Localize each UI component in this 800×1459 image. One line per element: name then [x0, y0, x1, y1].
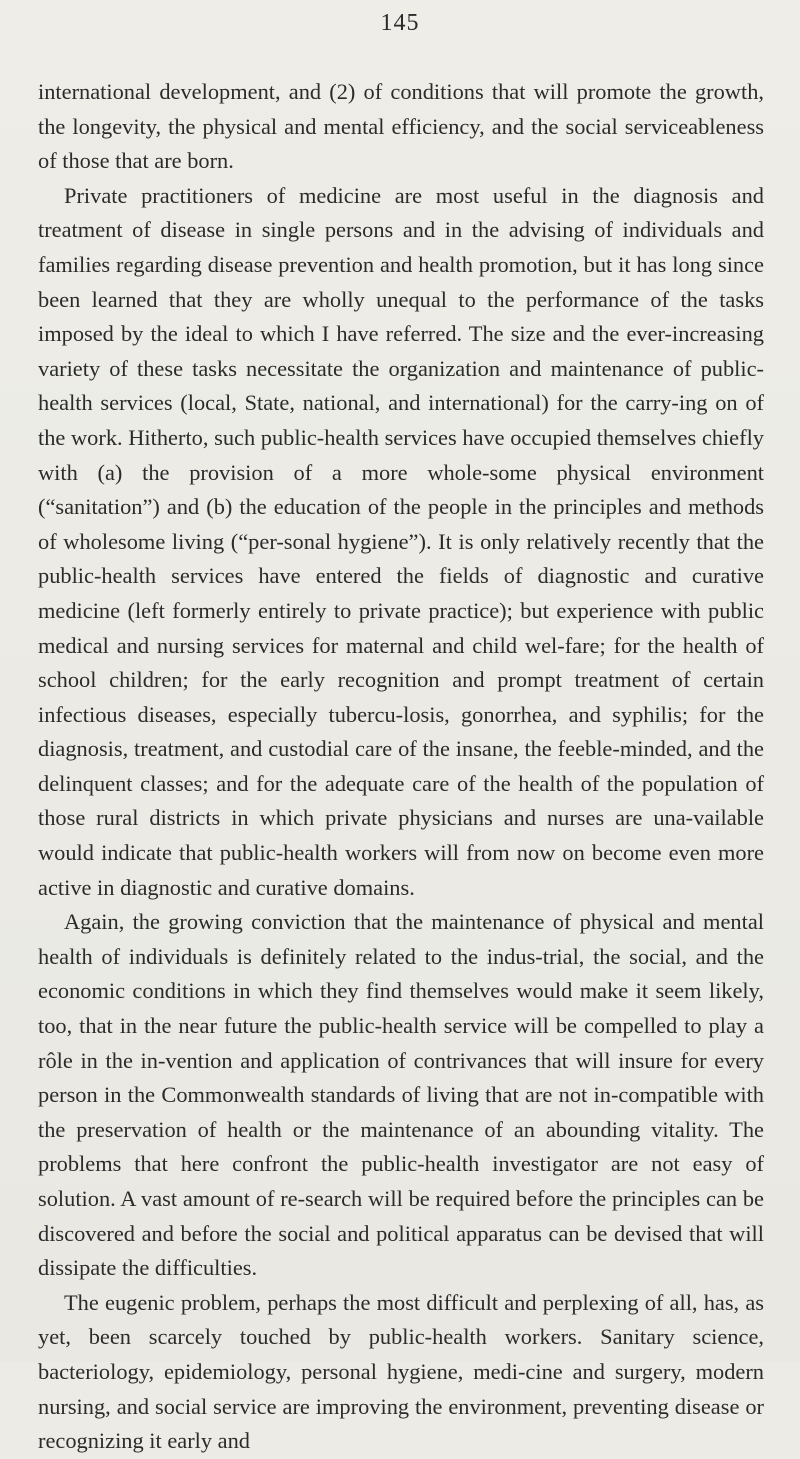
paragraph-continued: international development, and (2) of conditions that will promote the growth, the longevity, the physical and mental efficiency, and the social serviceableness of those that are born.	[38, 79, 764, 174]
paragraph-private-practitioners: Private practitioners of medicine are most useful in the diagnosis and treatment of disease in single persons and in the advising of individuals and families regarding disease prevention and health promotion, but it has long since been learned that they are wholly unequal to the performance of the tasks imposed by the ideal to which I have referred. The size and the ever-increasing variety of these tasks necessitate the organization and maintenance of public-health services (local, State, national, and international) for the carry-ing on of the work. Hitherto, such public-health services have occupied themselves chiefly with (a) the provision of a more whole-some physical environment (“sanitation”) and (b) the education of the people in the principles and methods of wholesome living (“per-sonal hygiene”). It is only relatively recently that the public-health services have entered the fields of diagnostic and curative medicine (left formerly entirely to private practice); but experience with public medical and nursing services for maternal and child wel-fare; for the health of school children; for the early recognition and prompt treatment of certain infectious diseases, especially tubercu-losis, gonorrhea, and syphilis; for the diagnosis, treatment, and custodial care of the insane, the feeble-minded, and the delinquent classes; and for the adequate care of the health of the population of those rural districts in which private physicians and nurses are una-vailable would indicate that public-health workers will from now on become even more active in diagnostic and curative domains.	[38, 182, 764, 900]
body-text	[38, 75, 764, 1459]
paragraph-eugenic-problem: The eugenic problem, perhaps the most difficult and perplexing of all, has, as yet, been scarcely touched by public-health workers. Sanitary science, bacteriology, epidemiology, personal hygiene, medi-cine and surgery, modern nursing, and social service are improving the environment, preventing disease or recognizing it early and	[38, 1289, 764, 1454]
page-number: 145	[380, 10, 420, 36]
paragraph-growing-conviction: Again, the growing conviction that the maintenance of physical and mental health of individuals is definitely related to the indus-trial, the social, and the economic conditions in which they find themselves would make it seem likely, too, that in the near future the public-health service will be compelled to play a rôle in the in-vention and application of contrivances that will insure for every person in the Commonwealth standards of living that are not in-compatible with the preservation of health or the maintenance of an abounding vitality. The problems that here confront the public-health investigator are not easy of solution. A vast amount of re-search will be required before the principles can be discovered and before the social and political apparatus can be devised that will dissipate the difficulties.	[38, 909, 764, 1281]
